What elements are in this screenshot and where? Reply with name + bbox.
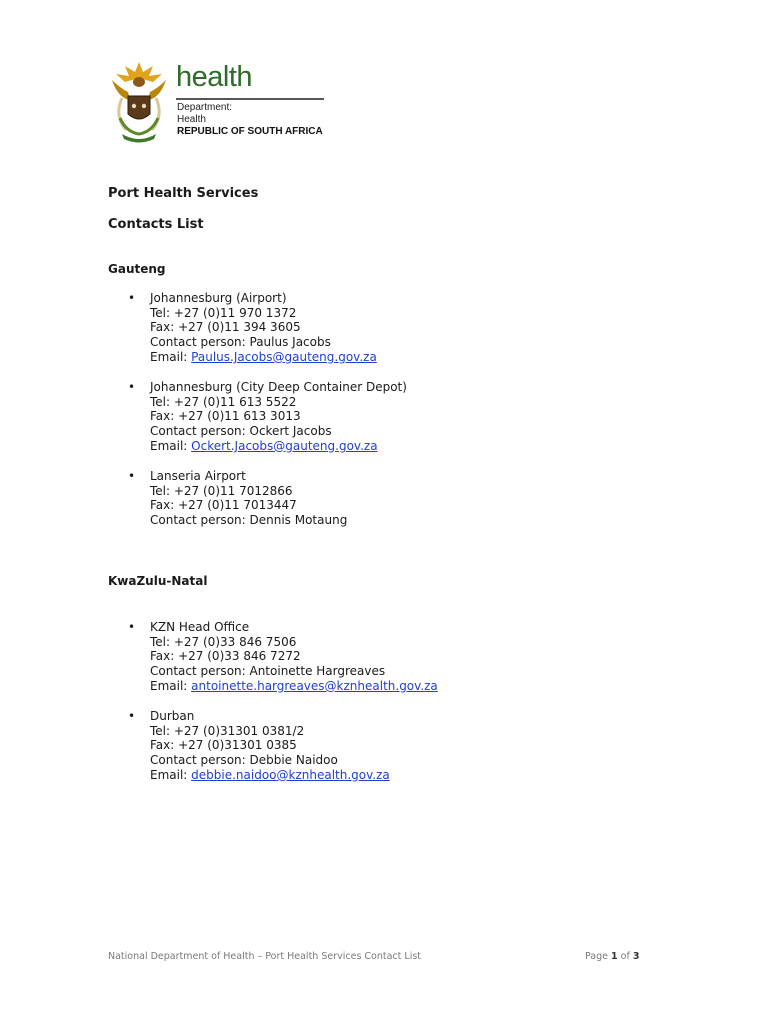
contact-tel: Tel: +27 (0)11 970 1372 [150, 305, 297, 320]
contact-place: Johannesburg (Airport) [150, 291, 287, 305]
email-link[interactable]: Ockert.Jacobs@gauteng.gov.za [191, 438, 378, 453]
email-label: Email: [150, 349, 192, 364]
contact-place: Johannesburg (City Deep Container Depot) [150, 380, 407, 394]
contact-person: Contact person: Debbie Naidoo [150, 753, 338, 768]
coat-of-arms-icon [108, 58, 170, 144]
contact-fax: Fax: +27 (0)31301 0385 [150, 738, 297, 753]
contact-email-line [150, 768, 390, 783]
department-line: Department: [177, 102, 233, 113]
bullet-icon: • [128, 291, 136, 305]
page-current: 1 [611, 951, 618, 962]
contact-tel: Tel: +27 (0)11 7012866 [150, 483, 293, 498]
contact-fax: Fax: +27 (0)11 394 3605 [150, 320, 301, 335]
email-label: Email: [150, 678, 192, 693]
region-heading-gauteng: Gauteng [108, 262, 166, 276]
contact-email-line [150, 350, 377, 365]
contact-person: Contact person: Antoinette Hargreaves [150, 664, 386, 679]
contact-place: Durban [150, 709, 195, 723]
contact-entry [128, 469, 348, 528]
page-word: Page [585, 951, 612, 962]
contact-person: Contact person: Paulus Jacobs [150, 335, 331, 350]
contact-email-line [150, 679, 438, 694]
letterhead-rule [176, 98, 324, 100]
email-link[interactable]: antoinette.hargreaves@kznhealth.gov.za [191, 678, 438, 693]
page-total: 3 [632, 951, 640, 962]
contact-fax: Fax: +27 (0)33 846 7272 [150, 649, 301, 664]
email-label: Email: [150, 767, 192, 782]
page-number [585, 951, 639, 963]
document-title: Port Health Services [108, 186, 259, 201]
footer-text: National Department of Health – Port Health Services Contact List [108, 951, 422, 962]
bullet-icon: • [128, 380, 136, 394]
contact-fax: Fax: +27 (0)11 613 3013 [150, 409, 301, 424]
contact-tel: Tel: +27 (0)33 846 7506 [150, 634, 297, 649]
department-name: Health [177, 114, 206, 125]
contact-entry [128, 291, 377, 365]
contact-person: Contact person: Ockert Jacobs [150, 424, 332, 439]
country-name: REPUBLIC OF SOUTH AFRICA [177, 126, 323, 137]
contact-email-line [150, 439, 407, 454]
bullet-icon: • [128, 620, 136, 634]
contact-fax: Fax: +27 (0)11 7013447 [150, 498, 297, 513]
bullet-icon: • [128, 469, 136, 483]
email-label: Email: [150, 438, 192, 453]
contact-entry [128, 620, 438, 694]
contact-person: Contact person: Dennis Motaung [150, 513, 348, 528]
contact-tel: Tel: +27 (0)31301 0381/2 [150, 723, 305, 738]
email-link[interactable]: Paulus.Jacobs@gauteng.gov.za [191, 349, 377, 364]
bullet-icon: • [128, 709, 136, 723]
contact-entry [128, 709, 390, 783]
letterhead [108, 58, 326, 146]
region-heading-kwazulu-natal: KwaZulu-Natal [108, 574, 208, 588]
health-wordmark: health [176, 61, 253, 93]
contact-place: KZN Head Office [150, 620, 250, 634]
contact-tel: Tel: +27 (0)11 613 5522 [150, 394, 297, 409]
email-link[interactable]: debbie.naidoo@kznhealth.gov.za [191, 767, 390, 782]
page-of: of [617, 951, 633, 962]
contact-entry [128, 380, 407, 454]
contact-place: Lanseria Airport [150, 469, 246, 483]
document-subtitle: Contacts List [108, 217, 204, 232]
